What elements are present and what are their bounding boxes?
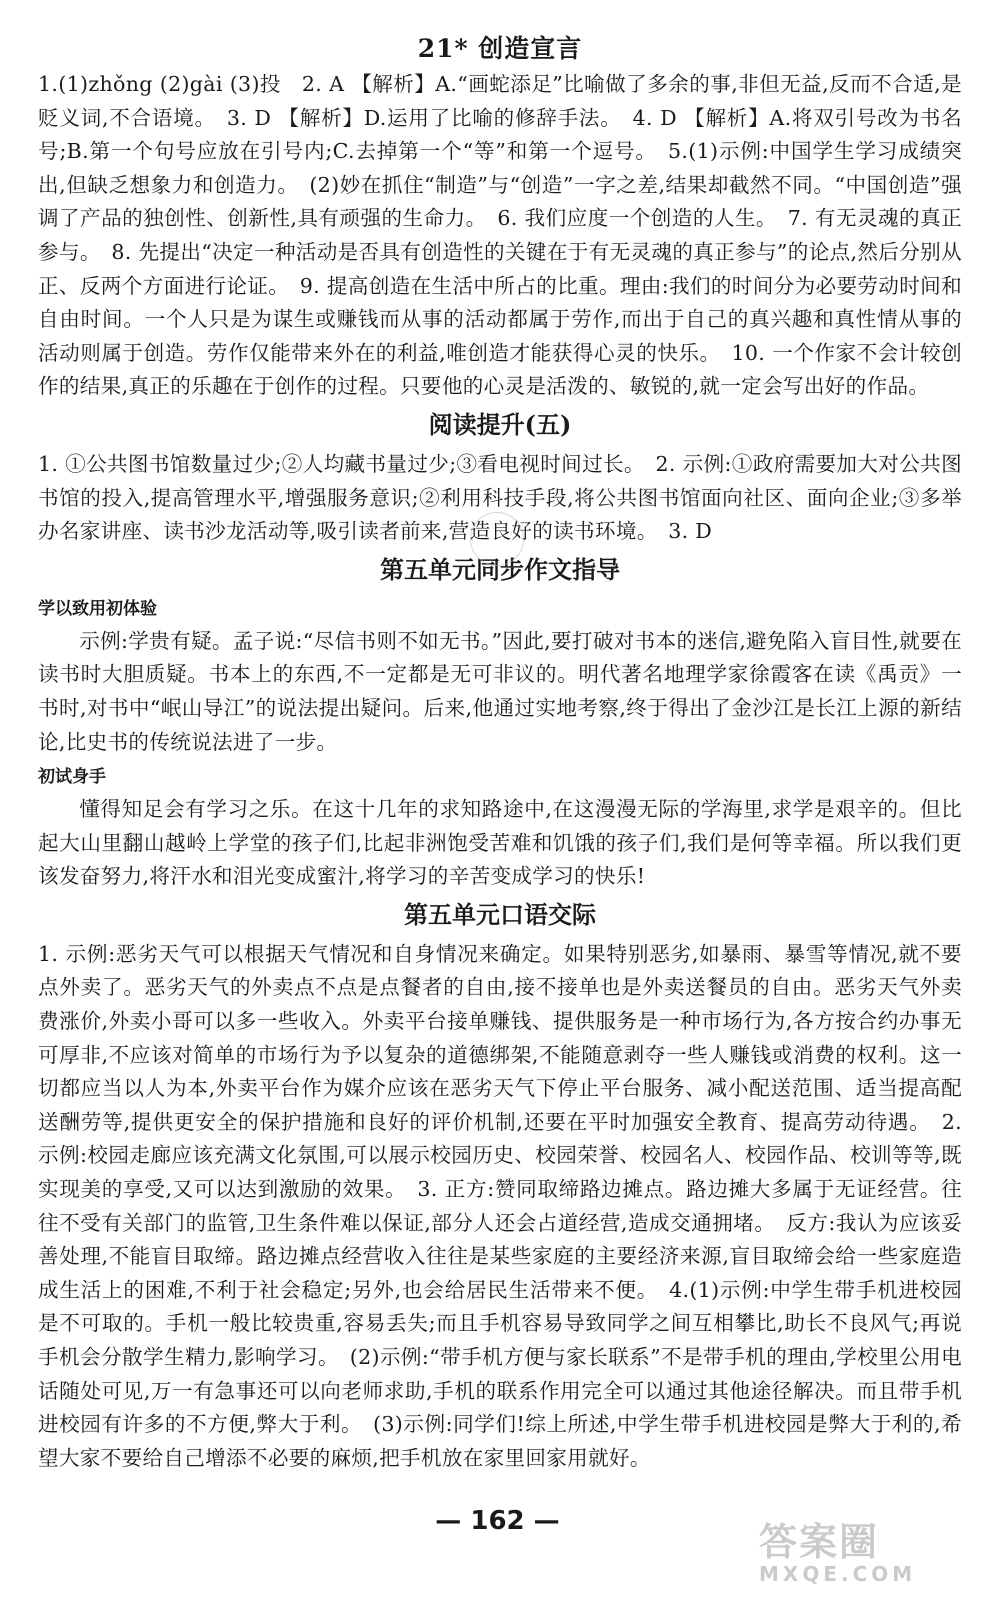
oral-5-answers: 1. 示例:恶劣天气可以根据天气情况和自身情况来确定。如果特别恶劣,如暴雨、暴雪等情况,就不要点外卖了。恶劣天气的外卖点不点是点餐者的自由,接不接单也是外卖送餐员的自由。恶劣天气外卖费涨价,外卖小哥可以多一些收入。外卖平台接单赚钱、提供服务是一种市场行为,各方按合约办事无可厚非,不应该对简单的市场行为予以复杂的道德绑架,不能随意剥夺一些人赚钱或消费的权利。这一切都应当以人为本,外卖平台作为媒介应该在恶劣天气下停止平台服务、减小配送范围、适当提高配送酬劳等,提供更安全的保护措施和良好的评价机制,还要在平时加强安全教育、提高劳动待遇。 2. 示例:校园走廊应该充满文化氛围,可以展示校园历史、校园荣誉、校园名人、校园作品、校训等等,既实现美的享受,又可以达到激励的效果。 3. 正方:赞同取缔路边摊点。路边摊大多属于无证经营。往往不受有关部门的监管,卫生条件难以保证,部分人还会占道经营,造成交通拥堵。 反方:我认为应该妥善处理,不能盲目取缔。路边摊点经营收入往往是某些家庭的主要经济来源,盲目取缔会给一些家庭造成生活上的困难,不利于社会稳定;另外,也会给居民生活带来不便。 4.(1)示例:中学生带手机进校园是不可取的。手机一般比较贵重,容易丢失;而且手机容易导致同学之间互相攀比,助长不良风气;再说手机会分散学生精力,影响学习。 (2)示例:“带手机方便与家长联系”不是带手机的理由,学校里公用电话随处可见,万一有急事还可以向老师求助,手机的联系作用完全可以通过其他途径解决。而且带手机进校园有许多的不方便,弊大于利。 (3)示例:同学们!综上所述,中学生带手机进校园是弊大于利的,希望大家不要给自己增添不必要的麻烦,把手机放在家里回家用就好。 — [38, 941, 962, 1470]
watermark-url: MXQE.COM — [759, 1562, 917, 1586]
page-content — [38, 30, 962, 1475]
section-21-answers: 1.(1)zhǒng (2)gài (3)投 2. A 【解析】A.“画蛇添足”比喻做了多余的事,非但无益,反而不合适,是贬义词,不合语境。 3. D 【解析】D.运用了比喻的修辞手法。 4. D 【解析】A.将双引号改为书名号;B.第一个句号应放在引号内;C.去掉第一个“等”和第一个逗号。 5.(1)示例:中国学生学习成绩突出,但缺乏想象力和创造力。 (2)妙在抓住“制造”与“创造”一字之差,结果却截然不同。“中国创造”强调了产品的独创性、创新性,具有顽强的生命力。 6. 我们应度一个创造的人生。 7. 有无灵魂的真正参与。 8. 先提出“决定一种活动是否具有创造性的关键在于有无灵魂的真正参与”的论点,然后分别从正、反两个方面进行论证。 9. 提高创造在生活中所占的比重。理由:我们的时间分为必要劳动时间和自由时间。一个人只是为谋生或赚钱而从事的活动都属于劳作,而出于自己的真兴趣和真性情从事的活动则属于创造。劳作仅能带来外在的利益,唯创造才能获得心灵的快乐。 10. 一个作家不会计较创作的结果,真正的乐趣在于创作的过程。只要他的心灵是活泼的、敏锐的,就一定会写出好的作品。 — [38, 72, 963, 399]
writing-part2-body: 懂得知足会有学习之乐。在这十几年的求知路途中,在这漫漫无际的学海里,求学是艰辛的。但比起大山里翻山越岭上学堂的孩子们,比起非洲饱受苦难和饥饿的孩子们,我们是何等幸福。所以我们更该发奋努力,将汗水和泪光变成蜜汁,将学习的辛苦变成学习的快乐! — [38, 797, 962, 889]
site-watermark — [759, 1522, 981, 1594]
page-number: — 162 — — [435, 1506, 560, 1536]
oral-5-title: 第五单元口语交际 — [404, 899, 596, 929]
reading-5-answers: 1. ①公共图书馆数量过少;②人均藏书量过少;③看电视时间过长。 2. 示例:①政府需要加大对公共图书馆的投入,提高管理水平,增强服务意识;②利用科技手段,将公共图书馆面向社区、面向企业;③多举办名家讲座、读书沙龙活动等,吸引读者前来,营造良好的读书环境。 3. D — [38, 451, 962, 544]
writing-part1-label: 学以致用初体验 — [38, 598, 157, 619]
watermark-logo: 答案圈 — [759, 1520, 880, 1564]
writing-part2-label: 初试身手 — [38, 767, 106, 788]
writing-part1-body: 示例:学贵有疑。孟子说:“尽信书则不如无书。”因此,要打破对书本的迷信,避免陷入盲目性,就要在读书时大胆质疑。书本上的东西,不一定都是无可非议的。明代著名地理学家徐霞客在读《禹贡》一书时,对书中“岷山导江”的说法提出疑问。后来,他通过实地考察,终于得出了金沙江是长江上源的新结论,比史书的传统说法进了一步。 — [38, 628, 962, 754]
writing-5-title: 第五单元同步作文指导 — [380, 554, 620, 584]
faint-stamp-mark — [470, 512, 524, 566]
reading-5-title: 阅读提升(五) — [428, 409, 572, 439]
section-21-title: 21* 创造宣言 — [417, 34, 583, 63]
